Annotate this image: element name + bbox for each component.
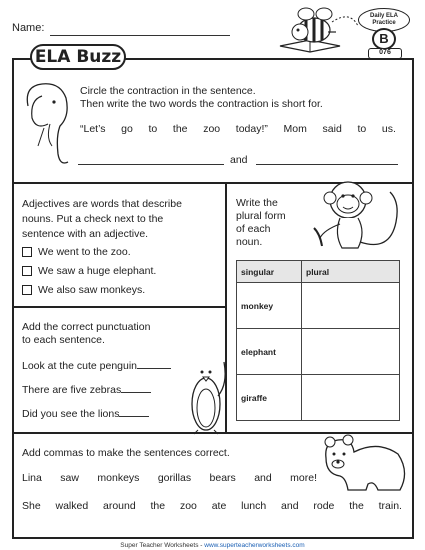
divider-2 bbox=[12, 306, 226, 308]
badge-line-2: Practice bbox=[372, 20, 396, 26]
footer bbox=[0, 542, 425, 549]
word[interactable]: zoo bbox=[179, 500, 197, 512]
word[interactable]: rode bbox=[313, 500, 335, 512]
answer-blank[interactable] bbox=[119, 416, 149, 417]
singular-cell: elephant bbox=[237, 329, 302, 375]
plural-instruction-4: noun. bbox=[236, 236, 263, 248]
punctuation-instruction-2: to each sentence. bbox=[22, 334, 105, 346]
word[interactable]: walked bbox=[55, 500, 89, 512]
contraction-sentence[interactable] bbox=[80, 123, 396, 135]
word[interactable]: today!” bbox=[235, 123, 268, 135]
badge-letter: B bbox=[372, 28, 396, 50]
sentence-text: There are five zebras bbox=[22, 384, 122, 396]
name-label: Name: bbox=[12, 22, 45, 34]
word[interactable]: said bbox=[322, 123, 342, 135]
plural-answer-cell[interactable] bbox=[302, 329, 400, 375]
word[interactable]: and bbox=[281, 500, 299, 512]
contraction-instruction-1: Circle the contraction in the sentence. bbox=[80, 85, 256, 97]
plural-table bbox=[236, 260, 400, 421]
plural-instruction-3: of each bbox=[236, 223, 271, 235]
name-field[interactable] bbox=[50, 35, 230, 36]
bear-icon bbox=[318, 428, 410, 496]
adjectives-instruction-1: Adjectives are words that describe bbox=[22, 198, 182, 210]
adjective-option-3[interactable] bbox=[22, 284, 145, 296]
header-singular: singular bbox=[237, 261, 302, 283]
word[interactable]: the bbox=[150, 500, 166, 512]
word[interactable]: Lina bbox=[22, 472, 42, 484]
word[interactable]: zoo bbox=[203, 123, 221, 135]
plural-answer-cell[interactable] bbox=[302, 375, 400, 421]
singular-cell: monkey bbox=[237, 283, 302, 329]
word[interactable]: Mom bbox=[283, 123, 307, 135]
checkbox[interactable] bbox=[22, 285, 32, 295]
word[interactable]: bears bbox=[209, 472, 236, 484]
word[interactable]: around bbox=[103, 500, 136, 512]
word[interactable]: the bbox=[172, 123, 188, 135]
word[interactable]: the bbox=[349, 500, 364, 512]
badge-line-1: Daily ELA bbox=[369, 13, 398, 19]
comma-sentence-2[interactable] bbox=[22, 500, 402, 512]
word[interactable]: lunch bbox=[241, 500, 267, 512]
punctuation-sentence-1 bbox=[22, 360, 171, 373]
plural-instruction-2: plural form bbox=[236, 210, 286, 222]
and-label: and bbox=[230, 154, 248, 166]
adjectives-instruction-3: sentence with an adjective. bbox=[22, 228, 149, 240]
adjectives-instruction-2: nouns. Put a check next to the bbox=[22, 213, 164, 225]
word[interactable]: “Let’s bbox=[80, 123, 106, 135]
option-label: We saw a huge elephant. bbox=[38, 265, 157, 277]
adjective-option-2[interactable] bbox=[22, 265, 156, 277]
commas-instruction: Add commas to make the sentences correct. bbox=[22, 447, 230, 459]
sentence-text: Did you see the lions bbox=[22, 408, 120, 420]
word[interactable]: ate bbox=[211, 500, 227, 512]
header-plural: plural bbox=[302, 261, 400, 283]
word[interactable]: train. bbox=[378, 500, 402, 512]
word[interactable]: monkeys bbox=[97, 472, 140, 484]
monkey-icon bbox=[310, 172, 410, 260]
sentence-text: Look at the cute penguin bbox=[22, 360, 138, 372]
word[interactable]: us. bbox=[381, 123, 396, 135]
singular-cell: giraffe bbox=[237, 375, 302, 421]
word[interactable]: more! bbox=[290, 472, 317, 484]
answer-line-2[interactable] bbox=[256, 164, 398, 165]
word[interactable]: She bbox=[22, 500, 41, 512]
badge-number: 076 bbox=[368, 48, 402, 59]
word[interactable]: go bbox=[121, 123, 133, 135]
plural-instruction-1: Write the bbox=[236, 197, 278, 209]
checkbox[interactable] bbox=[22, 266, 32, 276]
answer-line-1[interactable] bbox=[78, 164, 224, 165]
adjective-option-1[interactable] bbox=[22, 246, 131, 258]
elephant-icon bbox=[20, 76, 80, 176]
comma-sentence-1[interactable] bbox=[22, 472, 317, 484]
punctuation-sentence-3 bbox=[22, 408, 149, 421]
option-label: We also saw monkeys. bbox=[38, 284, 146, 296]
footer-link[interactable]: www.superteacherworksheets.com bbox=[204, 542, 305, 549]
checkbox[interactable] bbox=[22, 247, 32, 257]
word[interactable]: gorillas bbox=[157, 472, 192, 484]
word[interactable]: to bbox=[357, 123, 367, 135]
option-label: We went to the zoo. bbox=[38, 246, 131, 258]
word[interactable]: and bbox=[254, 472, 272, 484]
footer-text: Super Teacher Worksheets - bbox=[120, 542, 205, 549]
punctuation-instruction-1: Add the correct punctuation bbox=[22, 321, 151, 333]
word[interactable]: to bbox=[148, 123, 158, 135]
plural-answer-cell[interactable] bbox=[302, 283, 400, 329]
bee-icon bbox=[270, 6, 360, 56]
answer-blank[interactable] bbox=[137, 368, 171, 369]
worksheet-title: ELA Buzz bbox=[30, 44, 126, 70]
contraction-instruction-2: Then write the two words the contraction is short for. bbox=[80, 98, 323, 110]
penguin-icon bbox=[188, 356, 232, 436]
word[interactable]: saw bbox=[60, 472, 79, 484]
answer-blank[interactable] bbox=[121, 392, 151, 393]
punctuation-sentence-2 bbox=[22, 384, 151, 397]
